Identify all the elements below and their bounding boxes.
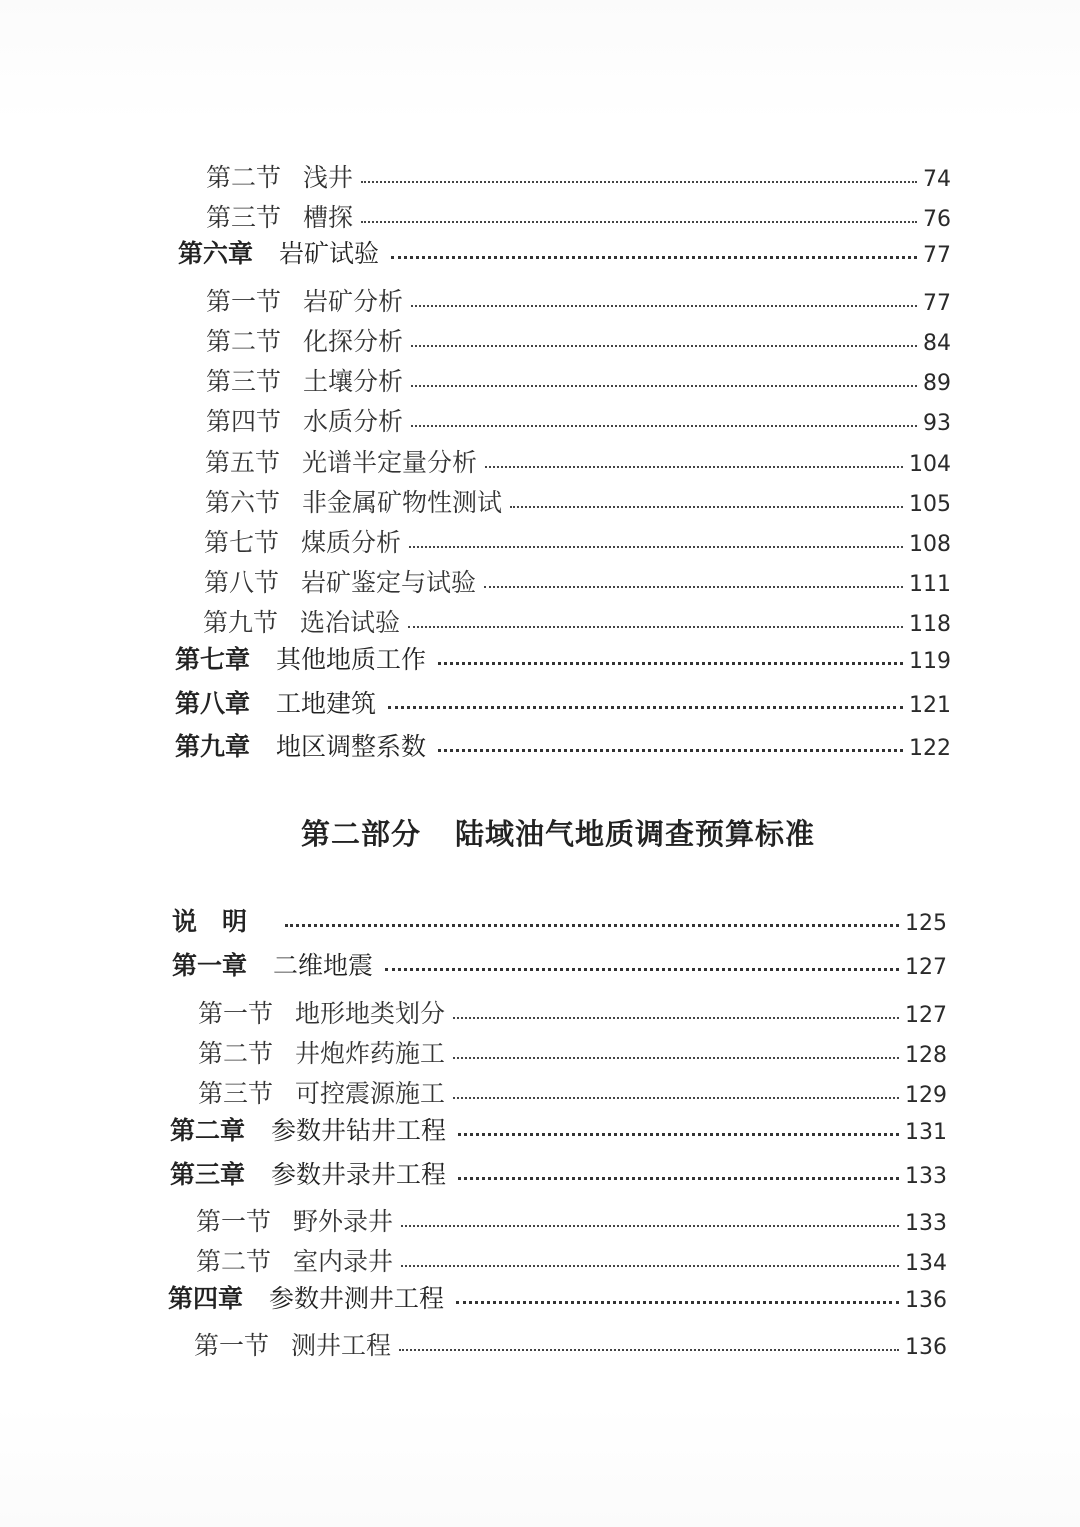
chapter-number: 说 明 (172, 907, 248, 936)
chapter-title: 工地建筑 (276, 689, 377, 718)
chapter-number: 第三章 (170, 1160, 246, 1189)
toc-section-entry[interactable] (196, 1202, 947, 1238)
part-heading (0, 812, 1080, 853)
chapter-title: 参数井钻井工程 (271, 1116, 447, 1145)
toc-section-entry[interactable] (206, 282, 951, 318)
section-title: 浅井 (303, 163, 354, 192)
page-number: 136 (905, 1288, 947, 1313)
page-number: 133 (905, 1164, 947, 1189)
dot-leader (484, 586, 903, 588)
page-number: 111 (909, 572, 951, 597)
dot-leader (411, 385, 917, 387)
section-title: 土壤分析 (303, 367, 404, 396)
dot-leader (438, 662, 903, 665)
section-number: 第二节 (198, 1039, 274, 1068)
toc-section-entry[interactable] (194, 1326, 947, 1362)
chapter-title: 参数井录井工程 (271, 1160, 447, 1189)
page-number: 129 (905, 1083, 947, 1108)
toc-section-entry[interactable] (198, 1074, 947, 1110)
section-title: 地形地类划分 (295, 999, 446, 1028)
section-title: 可控震源施工 (295, 1079, 446, 1108)
dot-leader (388, 706, 903, 709)
toc-section-entry[interactable] (204, 563, 951, 599)
dot-leader (453, 1097, 899, 1099)
chapter-number: 第一章 (172, 951, 248, 980)
page-number: 118 (909, 612, 951, 637)
section-title: 选冶试验 (300, 608, 401, 637)
section-title: 野外录井 (293, 1207, 394, 1236)
section-title: 槽探 (303, 203, 354, 232)
section-title: 水质分析 (303, 407, 404, 436)
page-number: 76 (923, 207, 951, 232)
section-title: 化探分析 (303, 327, 404, 356)
dot-leader (391, 256, 917, 259)
page-number: 104 (909, 452, 951, 477)
toc-section-entry[interactable] (206, 322, 951, 358)
dot-leader (409, 546, 903, 548)
page-number: 77 (923, 291, 951, 316)
dot-leader (285, 924, 899, 927)
dot-leader (485, 466, 903, 468)
toc-section-entry[interactable] (198, 1034, 947, 1070)
toc-section-entry[interactable] (206, 158, 951, 194)
toc-chapter-entry[interactable] (170, 1155, 947, 1191)
section-number: 第五节 (205, 448, 281, 477)
dot-leader (401, 1265, 899, 1267)
toc-chapter-entry[interactable] (178, 234, 951, 270)
section-number: 第四节 (206, 407, 282, 436)
toc-section-entry[interactable] (203, 603, 951, 639)
page-number: 127 (905, 1003, 947, 1028)
page-number: 74 (923, 167, 951, 192)
toc-section-entry[interactable] (198, 994, 947, 1030)
section-number: 第一节 (196, 1207, 272, 1236)
section-title: 测井工程 (291, 1331, 392, 1360)
toc-chapter-entry[interactable] (175, 640, 951, 676)
section-number: 第七节 (204, 528, 280, 557)
section-number: 第二节 (206, 327, 282, 356)
page-number: 77 (923, 243, 951, 268)
page-number: 134 (905, 1251, 947, 1276)
dot-leader (399, 1349, 899, 1351)
section-number: 第一节 (194, 1331, 270, 1360)
toc-section-entry[interactable] (206, 198, 951, 234)
toc-section-entry[interactable] (205, 483, 951, 519)
section-number: 第一节 (206, 287, 282, 316)
page-number: 119 (909, 649, 951, 674)
page-number: 136 (905, 1335, 947, 1360)
toc-section-entry[interactable] (196, 1242, 947, 1278)
dot-leader (411, 305, 917, 307)
toc-chapter-entry[interactable] (168, 1279, 947, 1315)
toc-chapter-entry[interactable] (170, 1111, 947, 1147)
chapter-title: 参数井测井工程 (269, 1284, 445, 1313)
chapter-title: 地区调整系数 (276, 732, 427, 761)
section-number: 第九节 (203, 608, 279, 637)
chapter-number: 第七章 (175, 645, 251, 674)
page-number: 133 (905, 1211, 947, 1236)
section-number: 第二节 (196, 1247, 272, 1276)
dot-leader (456, 1301, 899, 1304)
section-title: 室内录井 (293, 1247, 394, 1276)
dot-leader (510, 506, 903, 508)
dot-leader (458, 1177, 899, 1180)
page-number: 105 (909, 492, 951, 517)
chapter-number: 第六章 (178, 239, 254, 268)
part-name: 陆域油气地质调查预算标准 (455, 817, 816, 851)
dot-leader (453, 1057, 899, 1059)
section-title: 岩矿分析 (303, 287, 404, 316)
page-number: 127 (905, 955, 947, 980)
toc-section-entry[interactable] (206, 402, 951, 438)
section-number: 第二节 (206, 163, 282, 192)
dot-leader (411, 345, 917, 347)
part-label: 第二部分 (300, 817, 421, 851)
section-title: 井炮炸药施工 (295, 1039, 446, 1068)
section-title: 煤质分析 (301, 528, 402, 557)
chapter-number: 第九章 (175, 732, 251, 761)
section-number: 第六节 (205, 488, 281, 517)
page-number: 84 (923, 331, 951, 356)
dot-leader (385, 968, 899, 971)
toc-chapter-entry[interactable] (175, 684, 951, 720)
page-number: 122 (909, 736, 951, 761)
dot-leader (361, 221, 917, 223)
dot-leader (401, 1225, 899, 1227)
page-number: 125 (905, 911, 947, 936)
dot-leader (453, 1017, 899, 1019)
dot-leader (408, 626, 903, 628)
toc-section-entry[interactable] (205, 443, 951, 479)
dot-leader (361, 181, 917, 183)
toc-chapter-entry[interactable] (172, 946, 947, 982)
toc-chapter-entry[interactable] (175, 727, 951, 763)
dot-leader (411, 425, 917, 427)
section-number: 第三节 (198, 1079, 274, 1108)
page-number: 93 (923, 411, 951, 436)
section-title: 岩矿鉴定与试验 (301, 568, 477, 597)
dot-leader (438, 749, 903, 752)
page-number: 89 (923, 371, 951, 396)
section-title: 光谱半定量分析 (302, 448, 478, 477)
toc-section-entry[interactable] (206, 362, 951, 398)
chapter-number: 第八章 (175, 689, 251, 718)
chapter-title: 岩矿试验 (279, 239, 380, 268)
chapter-title: 其他地质工作 (276, 645, 427, 674)
section-number: 第三节 (206, 203, 282, 232)
dot-leader (458, 1133, 899, 1136)
chapter-number: 第四章 (168, 1284, 244, 1313)
toc-chapter-entry[interactable] (172, 902, 947, 938)
page-number: 131 (905, 1120, 947, 1145)
section-number: 第八节 (204, 568, 280, 597)
section-number: 第三节 (206, 367, 282, 396)
page-number: 128 (905, 1043, 947, 1068)
page-number: 108 (909, 532, 951, 557)
page-number: 121 (909, 693, 951, 718)
section-title: 非金属矿物性测试 (302, 488, 503, 517)
chapter-title: 二维地震 (273, 951, 374, 980)
section-number: 第一节 (198, 999, 274, 1028)
chapter-number: 第二章 (170, 1116, 246, 1145)
toc-section-entry[interactable] (204, 523, 951, 559)
